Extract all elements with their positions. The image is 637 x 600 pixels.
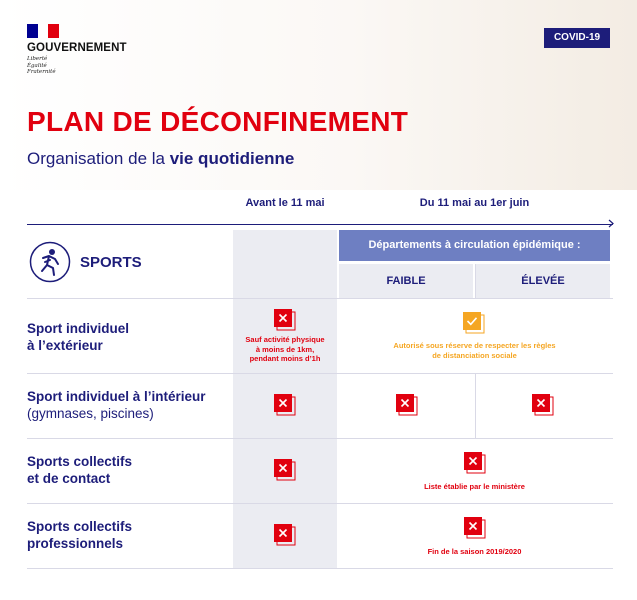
- column-header-during: Du 11 mai au 1er juin: [419, 197, 530, 209]
- column-header-high: ÉLEVÉE: [476, 264, 610, 298]
- row-divider: [27, 503, 613, 504]
- government-logo: [27, 24, 127, 76]
- french-flag-icon: [27, 24, 59, 38]
- row-divider: [27, 373, 613, 374]
- covid-badge: COVID-19: [544, 28, 610, 48]
- cross-box-icon: [274, 394, 296, 416]
- cross-box-icon: [532, 394, 554, 416]
- cross-box-icon: [464, 452, 486, 474]
- column-divider: [475, 374, 476, 438]
- row-label-collective: Sports collectifs et de contact: [27, 454, 133, 486]
- during-note-professional: Fin de la saison 2019/2020: [427, 547, 522, 556]
- cross-box-icon: [274, 524, 296, 546]
- column-header-low: FAIBLE: [339, 264, 473, 298]
- row-label-indoor: Sport individuel à l’intérieur (gymnases, piscines): [27, 389, 206, 421]
- cross-box-icon: [274, 459, 296, 481]
- column-header-before: Avant le 11 mai: [245, 197, 325, 209]
- departments-header: Départements à circulation épidémique :: [339, 230, 610, 261]
- government-name: GOUVERNEMENT: [27, 42, 127, 54]
- republic-motto: Liberté Égalité Fraternité: [27, 56, 56, 75]
- cross-box-icon: [274, 309, 296, 331]
- row-divider: [27, 438, 613, 439]
- row-label-outdoor: Sport individuel à l’extérieur: [27, 321, 130, 353]
- timeline-axis: [27, 224, 613, 225]
- column-divider: [475, 264, 476, 299]
- before-note-outdoor: Sauf activité physique à moins de 1km, pendant moins d’1h: [245, 335, 325, 363]
- row-divider: [27, 298, 613, 299]
- runner-icon: [29, 241, 71, 283]
- page-subtitle: Organisation de la vie quotidienne: [27, 149, 295, 168]
- page-title: PLAN DE DÉCONFINEMENT: [27, 106, 409, 137]
- cross-box-icon: [464, 517, 486, 539]
- section-title: SPORTS: [80, 254, 142, 271]
- cross-box-icon: [396, 394, 418, 416]
- check-box-icon: [463, 312, 485, 334]
- during-note-outdoor: Autorisé sous réserve de respecter les règles de distanciation sociale: [393, 341, 556, 360]
- during-note-collective: Liste établie par le ministère: [424, 482, 525, 491]
- timeline-arrow-icon: [607, 219, 616, 228]
- row-divider: [27, 568, 613, 569]
- row-label-professional: Sports collectifs professionnels: [27, 519, 133, 551]
